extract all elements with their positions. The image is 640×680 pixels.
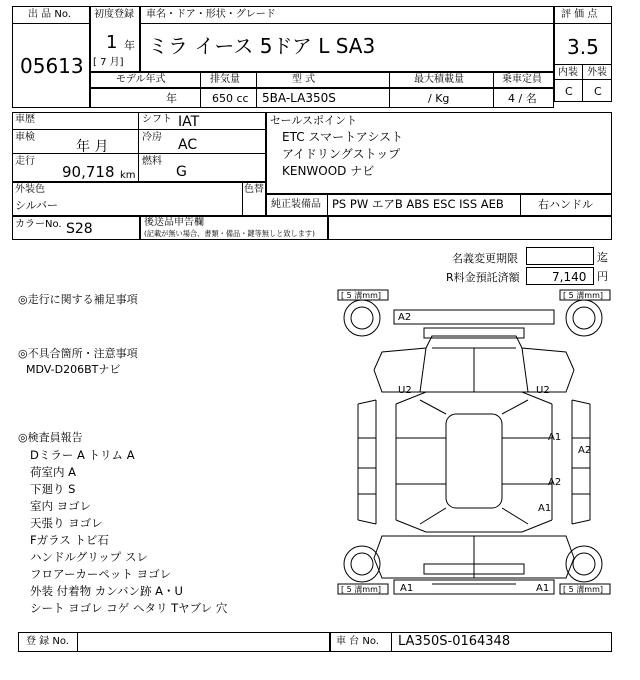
inspection-label: 車検 <box>15 132 35 143</box>
color-label: 外装色 <box>15 184 45 195</box>
transfer-box <box>526 247 594 265</box>
inspector-line: 荷室内 A <box>30 465 77 479</box>
exterior-value: C <box>594 85 602 98</box>
max-load-value: / Kg <box>428 92 450 105</box>
recycle-value: 7,140 <box>552 270 587 284</box>
model-year-value: 年 <box>166 92 177 105</box>
first-reg-year-unit: 年 <box>124 39 135 52</box>
supplement-title: ◎走行に関する補足事項 <box>18 293 138 306</box>
exterior-label: 外装 <box>587 67 607 78</box>
post-report-label: 後送品申告欄 <box>144 217 204 228</box>
car-diagram-svg <box>336 288 612 608</box>
tire-top-left: [ 5 溝mm] <box>341 291 382 300</box>
first-reg-label: 初度登録 <box>94 9 134 20</box>
damage-mark: A2 <box>548 477 562 488</box>
sales-line-3: KENWOOD ナビ <box>282 164 375 178</box>
color-no-label: カラーNo. <box>15 219 62 230</box>
lot-number: 05613 <box>20 54 84 78</box>
post-report-extension <box>328 216 612 240</box>
mileage-value: 90,718 <box>62 163 115 181</box>
transfer-day-unit: 迄 <box>597 251 608 264</box>
car-label: 車名・ドア・形状・グレード <box>146 9 276 20</box>
inspector-line: Fガラス トビ石 <box>30 533 109 547</box>
inspector-line: フロアーカーペット ヨゴレ <box>30 567 172 581</box>
sales-line-1: ETC スマートアシスト <box>282 130 403 144</box>
fuel-label: 燃料 <box>142 156 162 167</box>
mileage-label: 走行 <box>15 156 35 167</box>
history-label: 車歴 <box>15 114 35 125</box>
chassis-label: 車 台 No. <box>336 636 379 647</box>
mileage-unit: km <box>120 170 136 181</box>
tire-bottom-left: [ 5 溝mm] <box>341 585 382 594</box>
color-change-label: 色替 <box>244 184 264 195</box>
max-load-label: 最大積載量 <box>414 74 464 85</box>
first-reg-year: 1 <box>106 32 118 53</box>
ac-label: 冷房 <box>142 132 162 143</box>
damage-mark: A2 <box>398 312 412 323</box>
capacity-label: 乗車定員 <box>502 74 542 85</box>
defects-line-1: MDV-D206BTナビ <box>26 363 121 376</box>
inspector-line: 下廻り S <box>30 482 76 496</box>
tire-bottom-right: [ 5 溝mm] <box>563 585 604 594</box>
interior-label: 内装 <box>558 67 578 78</box>
equipment-items: PS PW エアB ABS ESC ISS AEB <box>332 197 504 211</box>
equipment-label: 純正装備品 <box>271 199 321 210</box>
first-reg-month: [ 7 月] <box>93 57 124 68</box>
inspector-line: 天張り ヨゴレ <box>30 516 103 530</box>
inspector-line: 外装 付着物 カンバン跡 A・U <box>30 584 183 598</box>
damage-mark: A1 <box>548 432 562 443</box>
displacement-value: 650 cc <box>212 92 249 105</box>
shift-label: シフト <box>142 114 172 125</box>
inspector-line: Dミラー A トリム A <box>30 448 135 462</box>
damage-mark: U2 <box>536 385 550 396</box>
tire-top-right: [ 5 溝mm] <box>563 291 604 300</box>
handle-value: 右ハンドル <box>538 198 593 211</box>
interior-value: C <box>565 85 573 98</box>
capacity-value: 4 / 名 <box>508 92 537 105</box>
inspector-list <box>30 447 270 617</box>
vehicle-row-2 <box>12 130 266 154</box>
recycle-label: R料金預託済額 <box>446 271 520 284</box>
inspector-line: ハンドルグリップ スレ <box>30 550 148 564</box>
car-name: ミラ イース 5ドア L SA3 <box>148 34 376 58</box>
damage-mark: A1 <box>536 583 550 594</box>
ac-value: AC <box>178 137 198 153</box>
post-report-note: (記載が無い場合、書類・備品・鍵等無しと致します) <box>144 229 315 238</box>
inspector-line: 室内 ヨゴレ <box>30 499 92 513</box>
vehicle-row-1 <box>12 112 266 130</box>
model-year-label: モデル年式 <box>116 74 166 85</box>
sales-line-2: アイドリングストップ <box>282 147 401 161</box>
lot-label: 出 品 No. <box>28 9 71 20</box>
model-value: 5BA-LA350S <box>262 91 336 105</box>
chassis-value: LA350S-0164348 <box>398 634 511 649</box>
reg-no-label: 登 録 No. <box>26 636 69 647</box>
score-value: 3.5 <box>567 35 599 59</box>
score-label: 評 価 点 <box>561 9 598 20</box>
displacement-label: 排気量 <box>210 74 240 85</box>
shift-value: IAT <box>178 114 200 130</box>
damage-mark: A1 <box>538 503 552 514</box>
color-value: シルバー <box>15 199 58 212</box>
car-diagram <box>336 288 612 608</box>
sales-title: セールスポイント <box>270 114 358 127</box>
color-no-value: S28 <box>66 221 93 237</box>
damage-mark: A1 <box>400 583 414 594</box>
inspection-value: 年 月 <box>76 139 109 155</box>
damage-mark: A2 <box>578 445 592 456</box>
inspector-line: シート ヨゴレ コゲ ヘタリ Tヤブレ 穴 <box>30 601 228 615</box>
recycle-yen: 円 <box>597 270 608 283</box>
fuel-value: G <box>176 164 187 180</box>
inspector-title: ◎検査員報告 <box>18 431 83 444</box>
defects-title: ◎不具合箇所・注意事項 <box>18 347 138 360</box>
damage-mark: U2 <box>398 385 412 396</box>
model-label: 型 式 <box>292 74 316 85</box>
transfer-label: 名義変更期限 <box>452 252 518 265</box>
